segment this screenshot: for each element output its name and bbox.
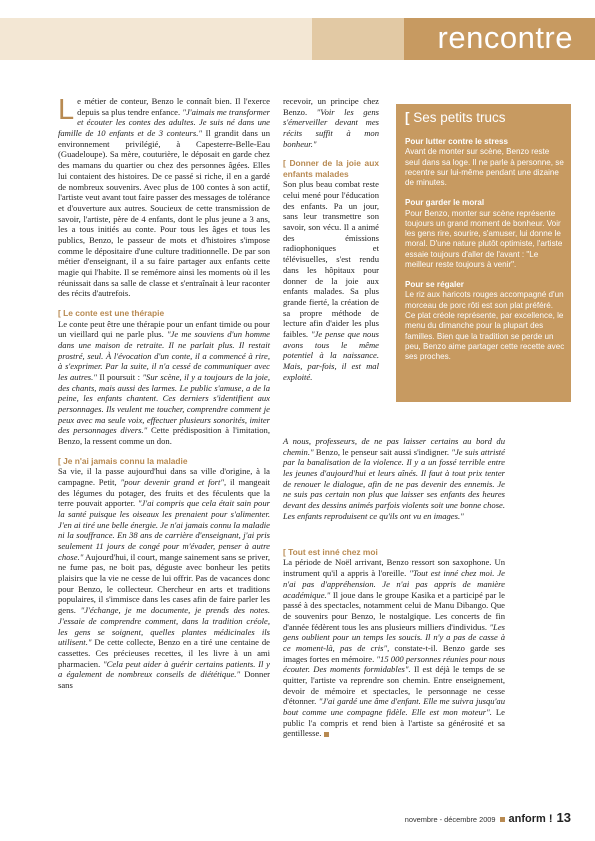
- quote: A nous, professeurs, de ne pas laisser certains au bord du chemin.": [283, 436, 505, 457]
- tip-heading-stress: Pour lutter contre le stress: [405, 137, 509, 146]
- quote: "Voir les gens s'émerveiller devant mes récits suffit à mon bonheur.": [283, 106, 380, 149]
- quote: "Tout est inné chez moi. Je n'ai pas d'appréhension. Je n'ai pas appris de manière académique.": [283, 568, 505, 600]
- page-number: 13: [556, 810, 571, 825]
- quote: "Je pense que nous avons tous le même potentiel à la naissance. Mais, par-fois, il est mal exploité.: [283, 328, 379, 382]
- intro-text-rest: Il grandit dans un environnement privilégié, à Capesterre-Belle-Eau (Guadeloupe). Sa mère, couturière, le déposait en garde chez des mamans du quartier ou chez des personnes âgées. Elles lui contaient des histoires. De ce passé si riche, il en a gardé de nombreux souvenirs. Avec plus de 100 contes à son actif, l'artiste veut avant tout faire passer des messages de tolérance et d'ouverture aux autres. Soucieux de cette transmission de savoir, l'artiste, père de 4 enfants, dont le plus jeune a 3 ans, les a tous initiés au conte. Pour tous les âges et tous les publics, Benzo, le passeur de mots et d'histoires s'impose comme le dépositaire d'une culture traditionnelle. De par son métier d'enseignant, il a su faire partager aux enfants cette magie qui l'habite. Il se remémore ainsi les moments où il les réunissait dans sa salle de classe et s'entraînait à leur raconter des récits d'autrefois.: [58, 128, 271, 299]
- article-column-2-wide: [283, 436, 505, 522]
- tips-box: [396, 104, 571, 402]
- end-mark: [324, 732, 329, 737]
- text: Le conte peut être une thérapie pour un enfant timide ou pour un vieillard qui ne parle plus.: [58, 318, 270, 340]
- subheading-joie: [ Donner de la joie aux enfants malades: [283, 158, 379, 179]
- text: Il est déjà le temps de se quitter, l'artiste va reprendre son chemin. Entre enseignement, devoir de mémoire et spectacles, le personnage ne cesse d'étonner.: [283, 664, 505, 707]
- text: , il mangeait des légumes du potager, des fruits et des féculents que la terre pouvait apporter.: [58, 476, 271, 509]
- text: Il joue dans le groupe Kasika et a participé par le passé à des spectacles, notamment celui de Manu Dibango. Que de souvenirs pour Benzo, le nostalgique. Les concerts de fin d'année fédèrent tous les ans plusieurs milliers d'individus.: [283, 589, 505, 632]
- subheading-inne-text: Tout est inné chez moi: [288, 547, 378, 557]
- text: Il poursuit :: [99, 371, 141, 382]
- text: Sa vie, il la passe aujourd'hui dans sa ville d'origine, à la campagne. Petit,: [58, 466, 270, 487]
- paragraph-inne: [283, 557, 505, 739]
- drop-cap: L: [58, 94, 75, 126]
- tips-title-text: Ses petits trucs: [413, 110, 506, 125]
- bracket-glyph: [: [405, 110, 410, 125]
- quote: "Cela peut aider à guérir certains patients. Il y a également de nombreux conseils de diététique.": [58, 658, 270, 680]
- subheading-therapie: [ Le conte est une thérapie: [58, 308, 165, 319]
- tips-box-body: [405, 137, 565, 362]
- quote: "pour devenir grand et fort": [120, 476, 225, 487]
- text: La période de Noël arrivant, Benzo ressort son saxophone. Un instrument qu'il a appris à l'oreille.: [283, 557, 505, 579]
- quote: "Sur scène, il y a toujours de la joie, des chants, mais aussi des larmes. Le public s'amuse, a de la peine, les enfants chantent. Ces derniers s'identifient aux personnages. Ils veulent me toucher, comprendre comment je peux avec ma seule voix, effectuer plusieurs sonorités, imiter des personnages divers.": [58, 371, 271, 436]
- square-bullet: [500, 817, 505, 822]
- article-column-3: [283, 547, 505, 739]
- text: Aujourd'hui, il court, mange sainement sans se priver, ne fume pas, ne boit pas, déguste avec bonheur les petits plaisirs que la vie ne cesse de lui offrir. Pas de vacances donc pour Benzo, le collecteur. Chercheur en arts et traditions populaires, il s'immisce dans les cases afin de faire parler les gens.: [58, 551, 270, 616]
- tip-text-stress: Avant de monter sur scène, Benzo reste seul dans sa loge. Il ne parle à personne, se recentre sur lui-même pendant une dizaine de minutes.: [405, 147, 564, 188]
- subheading-maladie: [ Je n'ai jamais connu la maladie: [58, 455, 188, 466]
- tips-box-title: [405, 110, 506, 125]
- text: Donner sans: [58, 669, 270, 690]
- article-column-2: [283, 96, 379, 382]
- intro-paragraph: [58, 96, 270, 299]
- tip-heading-moral: Pour garder le moral: [405, 198, 485, 208]
- quote: "Je suis attristé par la banalisation de la violence. Il y a un fossé terrible entre les jeunes d'aujourd'hui et leurs aînés. Il faut à tout prix tenter de renouer le dialogue, afin de ne pas devenir des ennemis. Je ne suis pas certain non plus que laisser ses enfants des heures devant des dessins animés parfois violents soit une bonne chose. Les enfants reproduisent ce qu'ils ont vu en images.": [283, 446, 505, 521]
- tip-text-moral: Pour Benzo, monter sur scène représente toujours un grand moment de bonheur. Voir les gens rire, sourire, s'amuser, lui donne le moral. D'une nature plutôt optimiste, l'artiste essaie toujours d'aller de l'avant : "Le meilleur reste toujours à venir".: [405, 208, 563, 269]
- text: De cette collecte, Benzo en a tiré une centaine de cassettes. Ces précieuses recettes, il les livre à un ami pharmacien.: [58, 637, 270, 669]
- text: Le public l'a compris et rend bien à l'artiste sa générosité et sa gentillesse.: [283, 707, 505, 739]
- intro-text: e métier de conteur, Benzo le connaît bien. Il l'exerce depuis sa plus tendre enfance.: [77, 96, 270, 117]
- subheading-inne: [ Tout est inné chez moi: [283, 547, 378, 557]
- section-banner: [0, 18, 595, 60]
- magazine-brand: anform !: [508, 813, 553, 825]
- subheading-joie-text: Donner de la joie aux enfants malades: [283, 158, 379, 179]
- banner-light-block: [0, 18, 312, 60]
- page-footer: [405, 810, 571, 825]
- issue-date: novembre - décembre 2009: [404, 815, 496, 824]
- paragraph-principe: [283, 96, 379, 149]
- text: Benzo, le penseur sait aussi s'indigner.: [315, 446, 449, 457]
- article-column-1: [58, 96, 270, 691]
- banner-mid-block: [312, 18, 404, 60]
- intro-quote: "J'aimais me transformer et écouter les contes des adultes. Je suis né dans une famille de 10 enfants et de 3 conteurs.": [58, 106, 271, 139]
- quote: "J'échange, je me documente, je prends des notes. J'essaie de comprendre comment, dans la tradition créole, les gens se soignent, quelles plantes médicinales ils utilisent.": [58, 605, 270, 648]
- text: recevoir, un principe chez Benzo.: [283, 96, 379, 117]
- tip-heading-regaler: Pour se régaler: [405, 280, 464, 290]
- subheading-maladie-text: Je n'ai jamais connu la maladie: [63, 455, 188, 466]
- text: Son plus beau combat reste celui mené pour l'éducation des enfants. Pa un jour, sans leur transmettre son savoir, son vécu. Il a animé des émissions radiophoniques et télévisuelles, s'est rendu dans les hôpitaux pour donner de la joie aux enfants malades. Sa plus grande fierté, la création de sa propre méthode de lecture afin d'aider les plus faibles.: [283, 179, 379, 339]
- tip-text-regaler: Le riz aux haricots rouges accompagné d'un morceau de porc rôti est son plat préféré. Ce plat créole représente, par excellence, le menu du dimanche pour la plupart des familles. Bien que la tradition se perde un peu, Benzo aime partager cette recette avec ses proches.: [405, 290, 565, 362]
- quote: "15 000 personnes réunies pour nous écouter. Des moments formidables".: [283, 653, 505, 675]
- text: , constate-t-il. Benzo garde ses images fortes en mémoire.: [283, 642, 505, 664]
- paragraph-therapie: [58, 319, 270, 447]
- paragraph-violence: [283, 436, 505, 522]
- quote: "Je me souviens d'un homme dans une maison de retraite. Il ne parlait plus. Il restait prostré, seul. À l'évocation d'un conte, il a commencé à rire, à s'exprimer. Par la suite, il n'a cessé de communiquer avec les autres.": [58, 329, 270, 382]
- section-title: rencontre: [437, 20, 573, 55]
- quote: "Les gens oublient pour un temps les soucis. Il n'y a pas de casse à ce moment-là, pas de cris": [283, 621, 505, 653]
- quote: "J'ai compris que cela était sain pour la santé puisque les oiseaux les prenaient pour s'alimenter. J'en ai tiré une belle énergie. Je n'ai jamais connu la maladie ni la souffrance. En 38 ans de carrière d'enseignant, j'ai pris seulement 11 jours de congé pour m'évader, penser à autre chose.": [58, 498, 270, 562]
- subheading-therapie-text: Le conte est une thérapie: [63, 308, 165, 319]
- quote: "J'ai gardé une âme d'enfant. Elle me suivra jusqu'au bout comme une compagne fidèle. Elle est mon moteur".: [283, 696, 506, 718]
- paragraph-maladie: [58, 466, 270, 690]
- text: Cette prédisposition à l'imitation, Benzo, la ressent comme un don.: [58, 425, 270, 447]
- paragraph-joie: [283, 179, 379, 382]
